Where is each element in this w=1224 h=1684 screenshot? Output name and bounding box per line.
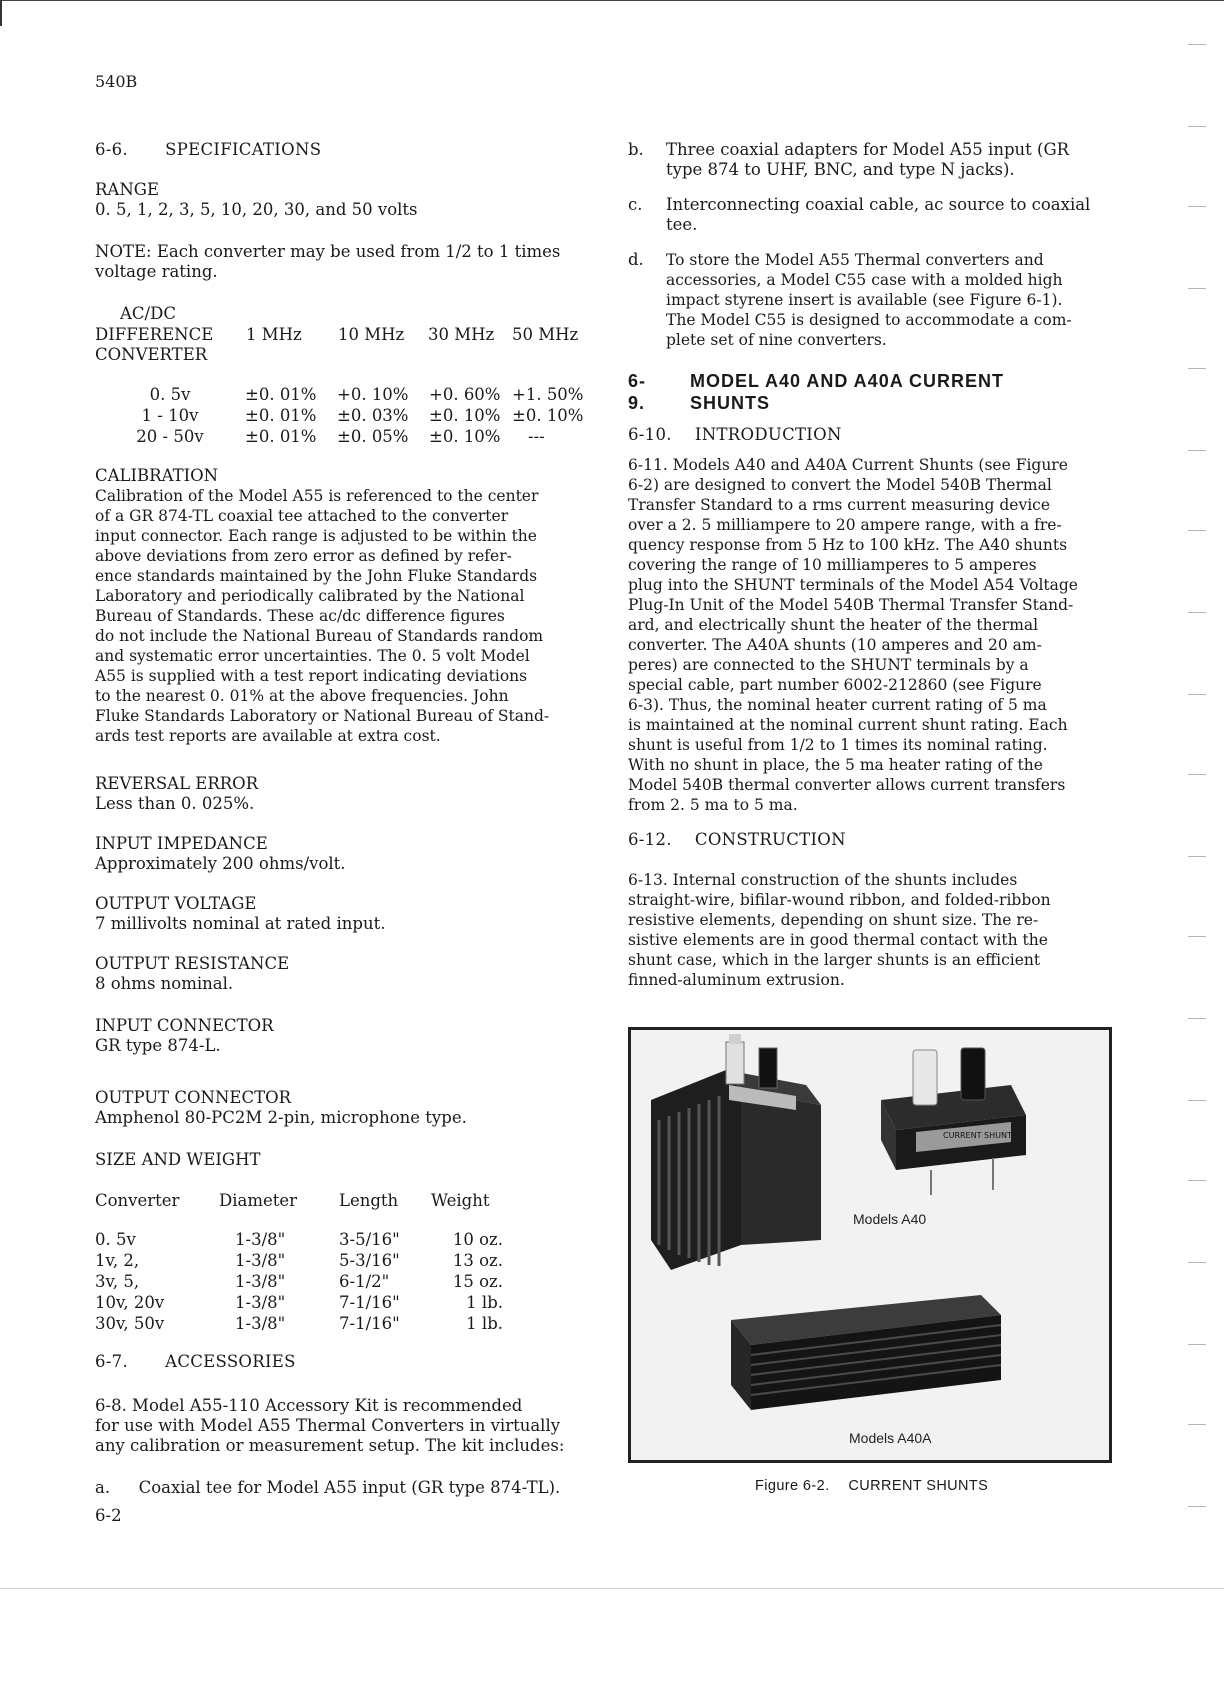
scan-margin-mark [1188,1506,1206,1507]
text-line: special cable, part number 6002-212860 (see Figure [628,676,1042,694]
text-line: input connector. Each range is adjusted to be within the [95,527,537,545]
table-row [95,1250,503,1271]
calibration-paragraph [95,486,590,746]
scan-margin-mark [1188,288,1206,289]
table-cell: 3v, 5, [95,1272,140,1291]
scan-margin-mark [1188,1180,1206,1181]
text-line: Model 540B thermal converter allows current transfers [628,776,1066,794]
text-line: finned-aluminum extrusion. [628,971,845,989]
shunt-photo-illustration [631,1030,1109,1460]
text-line: Three coaxial adapters for Model A55 input (GR [666,140,1070,159]
table-cell: +0. 10% [337,385,409,404]
models-a40a-label: Models A40A [849,1430,932,1446]
table-cell: 1-3/8" [235,1230,286,1249]
section-title: CONSTRUCTION [694,830,846,849]
table-cell: 1 - 10v [141,406,199,425]
text-line: accessories, a Model C55 case with a molded high [666,271,1063,289]
table-header: Length [339,1191,399,1210]
scan-margin-mark [1188,126,1206,127]
table-cell: 30v, 50v [95,1314,165,1333]
table-cell: 1 lb. [466,1314,503,1333]
list-text: Coaxial tee for Model A55 input (GR type 874-TL). [138,1478,561,1497]
note-line-1: NOTE: Each converter may be used from 1/2 to 1 times [95,242,561,261]
scan-margin-mark [1188,368,1206,369]
text-line: and systematic error uncertainties. The 0. 5 volt Model [95,647,530,665]
scan-margin-mark [1188,44,1206,45]
table-cell: 20 - 50v [136,427,204,446]
text-line: type 874 to UHF, BNC, and type N jacks). [666,160,1015,179]
table-cell: 7-1/16" [339,1314,400,1333]
text-line: Plug-In Unit of the Model 540B Thermal Transfer Stand- [628,596,1074,614]
acdc-difference-table [95,384,590,447]
text-line: ence standards maintained by the John Fluke Standards [95,567,538,585]
figure-number: Figure 6-2. [755,1478,830,1494]
reversal-error-value: Less than 0. 025%. [95,794,255,813]
section-title: ACCESSORIES [165,1352,296,1371]
text-line: 6-13. Internal construction of the shunts includes [628,871,1018,889]
text-line: peres) are connected to the SHUNT terminals by a [628,656,1029,674]
paragraph-6-11 [628,455,1118,815]
list-letter: c. [628,195,643,214]
text-line: plug into the SHUNT terminals of the Model A54 Voltage [628,576,1078,594]
table-header: Converter [95,1191,180,1210]
text-line: 6-3). Thus, the nominal heater current rating of 5 ma [628,696,1047,714]
section-6-10-heading [628,425,842,444]
figure-current-shunts-photo [628,1027,1112,1463]
text-line: from 2. 5 ma to 5 ma. [628,796,798,814]
diff-col-50mhz: 50 MHz [512,325,579,344]
figure-caption [755,1478,988,1494]
section-title: INTRODUCTION [694,425,842,444]
text-line: Fluke Standards Laboratory or National Bureau of Stand- [95,707,550,725]
scan-margin-mark [1188,936,1206,937]
table-cell: ±0. 03% [337,406,409,425]
text-line: over a 2. 5 milliampere to 20 ampere range, with a fre- [628,516,1062,534]
input-connector-value: GR type 874-L. [95,1036,221,1055]
page-number: 6-2 [95,1506,122,1525]
text-line: shunt case, which in the larger shunts is an efficient [628,951,1041,969]
scan-margin-mark [1188,206,1206,207]
table-cell: 1-3/8" [235,1251,286,1270]
text-line: for use with Model A55 Thermal Converters in virtually [95,1416,561,1435]
table-row [95,1313,503,1334]
table-cell: 3-5/16" [339,1230,400,1249]
list-letter: b. [628,140,644,159]
table-row [95,405,590,426]
table-row [95,1292,503,1313]
text-line: Calibration of the Model A55 is referenced to the center [95,487,539,505]
current-shunt-plate-text: CURRENT SHUNT [943,1131,1012,1140]
section-6-12-heading [628,830,846,849]
table-cell: 15 oz. [452,1272,503,1291]
text-line: do not include the National Bureau of Standards random [95,627,544,645]
paragraph-6-13 [628,870,1118,990]
table-row [95,1229,503,1250]
text-line: 6-11. Models A40 and A40A Current Shunts (see Figure [628,456,1068,474]
page-header-model: 540B [95,72,138,91]
section-number: 6-10. [628,425,672,444]
calibration-label: CALIBRATION [95,466,219,485]
text-line: 6-2) are designed to convert the Model 540B Thermal [628,476,1052,494]
section-number: 6-7. [95,1352,129,1371]
text-line: Transfer Standard to a rms current measuring device [628,496,1051,514]
section-title: SPECIFICATIONS [165,140,322,159]
text-line: impact styrene insert is available (see Figure 6-1). [666,291,1063,309]
text-line: ards test reports are available at extra cost. [95,727,441,745]
diff-col-30mhz: 30 MHz [428,325,495,344]
table-cell: ±0. 10% [512,406,584,425]
text-line: of a GR 874-TL coaxial tee attached to the converter [95,507,509,525]
diff-col-10mhz: 10 MHz [338,325,405,344]
size-weight-label: SIZE AND WEIGHT [95,1150,261,1169]
scan-margin-mark [1188,694,1206,695]
text-line: is maintained at the nominal current shunt rating. Each [628,716,1068,734]
input-impedance-value: Approximately 200 ohms/volt. [95,854,346,873]
table-cell: 5-3/16" [339,1251,400,1270]
range-label: RANGE [95,180,160,199]
text-line: A55 is supplied with a test report indicating deviations [95,667,528,685]
scan-margin-mark [1188,530,1206,531]
scan-margin-mark [1188,774,1206,775]
list-letter: d. [628,250,644,269]
input-impedance-label: INPUT IMPEDANCE [95,834,268,853]
table-cell: +1. 50% [512,385,584,404]
scan-margin-mark [1188,1018,1206,1019]
text-line: above deviations from zero error as defined by refer- [95,547,512,565]
text-line: 6-8. Model A55-110 Accessory Kit is recommended [95,1396,523,1415]
table-cell: 7-1/16" [339,1293,400,1312]
text-line: With no shunt in place, the 5 ma heater rating of the [628,756,1043,774]
scan-margin-mark [1188,1100,1206,1101]
figure-title: CURRENT SHUNTS [848,1478,989,1494]
models-a40-label: Models A40 [853,1211,927,1227]
section-number: 6-9. [628,371,647,413]
output-resistance-label: OUTPUT RESISTANCE [95,954,290,973]
table-cell: 1-3/8" [235,1293,286,1312]
scan-margin-mark [1188,1424,1206,1425]
text-line: plete set of nine converters. [666,331,887,349]
text-line: The Model C55 is designed to accommodate a com- [666,311,1072,329]
text-line: covering the range of 10 milliamperes to 5 amperes [628,556,1037,574]
output-voltage-value: 7 millivolts nominal at rated input. [95,914,386,933]
table-cell: +0. 60% [429,385,501,404]
table-cell: ±0. 05% [337,427,409,446]
scan-margin-mark [1188,856,1206,857]
scan-left-edge [0,0,2,26]
table-cell: 1-3/8" [235,1314,286,1333]
size-weight-table [95,1190,503,1334]
table-header: Diameter [219,1191,298,1210]
text-line: To store the Model A55 Thermal converters and [666,251,1044,269]
table-row [95,384,590,405]
text-line: sistive elements are in good thermal contact with the [628,931,1048,949]
diff-head-acdc: AC/DC [120,304,176,323]
input-connector-label: INPUT CONNECTOR [95,1016,274,1035]
table-cell: 1-3/8" [235,1272,286,1291]
text-line: any calibration or measurement setup. The kit includes: [95,1436,565,1455]
scan-top-edge [0,0,1224,1]
table-cell: --- [528,427,545,446]
paragraph-6-8 [95,1396,595,1456]
text-line: shunt is useful from 1/2 to 1 times its nominal rating. [628,736,1048,754]
section-title-line: MODEL A40 AND A40A CURRENT [690,371,1005,391]
scan-margin-mark [1188,612,1206,613]
table-row [95,426,590,447]
text-line: Interconnecting coaxial cable, ac source to coaxial [666,195,1091,214]
text-line: ard, and electrically shunt the heater of the thermal [628,616,1039,634]
scan-margin-mark [1188,450,1206,451]
table-cell: 1v, 2, [95,1251,140,1270]
text-line: tee. [666,215,698,234]
diff-col-1mhz: 1 MHz [246,325,302,344]
table-row [95,1271,503,1292]
section-6-6-heading [95,140,321,159]
table-cell: 13 oz. [452,1251,503,1270]
table-cell: 10 oz. [452,1230,503,1249]
text-line: to the nearest 0. 01% at the above frequencies. John [95,687,509,705]
section-6-7-heading [95,1352,296,1371]
output-connector-value: Amphenol 80-PC2M 2-pin, microphone type. [95,1108,467,1127]
table-cell: 6-1/2" [339,1272,390,1291]
diff-head-difference: DIFFERENCE [95,325,214,344]
table-cell: 1 lb. [466,1293,503,1312]
output-connector-label: OUTPUT CONNECTOR [95,1088,292,1107]
output-resistance-value: 8 ohms nominal. [95,974,234,993]
list-item-a [95,1478,560,1498]
range-value: 0. 5, 1, 2, 3, 5, 10, 20, 30, and 50 volts [95,200,418,219]
note-line-2: voltage rating. [95,262,218,281]
list-letter: a. [95,1478,111,1497]
scan-bottom-rule [0,1588,1224,1589]
reversal-error-label: REVERSAL ERROR [95,774,259,793]
scan-margin-mark [1188,1262,1206,1263]
table-cell: ±0. 01% [245,427,317,446]
section-title-line: SHUNTS [690,393,771,413]
table-cell: ±0. 10% [429,406,501,425]
output-voltage-label: OUTPUT VOLTAGE [95,894,257,913]
a40-small-shunt [881,1048,1026,1195]
text-line: Bureau of Standards. These ac/dc difference figures [95,607,505,625]
table-cell: ±0. 10% [429,427,501,446]
text-line: converter. The A40A shunts (10 amperes and 20 am- [628,636,1042,654]
table-header: Weight [431,1191,490,1210]
section-number: 6-12. [628,830,672,849]
text-line: resistive elements, depending on shunt size. The re- [628,911,1039,929]
table-cell: ±0. 01% [245,406,317,425]
diff-head-converter: CONVERTER [95,345,208,364]
table-cell: ±0. 01% [245,385,317,404]
a40a-large-shunt [731,1295,1001,1410]
section-number: 6-6. [95,140,129,159]
text-line: Laboratory and periodically calibrated by the National [95,587,525,605]
a40-finned-shunt [651,1034,821,1270]
table-header-row [95,1190,503,1229]
table-cell: 0. 5v [95,1230,136,1249]
text-line: straight-wire, bifilar-wound ribbon, and folded-ribbon [628,891,1051,909]
scan-margin-mark [1188,1344,1206,1345]
table-cell: 10v, 20v [95,1293,165,1312]
text-line: quency response from 5 Hz to 100 kHz. The A40 shunts [628,536,1068,554]
table-cell: 0. 5v [149,385,191,404]
